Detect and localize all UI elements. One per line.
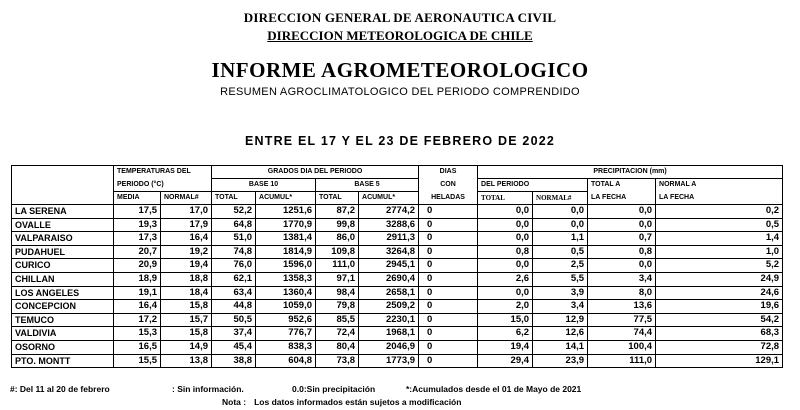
cell-total-fecha: 8,0 — [588, 286, 656, 300]
table-row — [12, 259, 783, 273]
cell-station: TEMUCO — [12, 313, 114, 327]
cell-normal: 15,7 — [161, 313, 212, 327]
cell-b5-total: 98,4 — [316, 286, 359, 300]
cell-b10-total: 51,0 — [212, 232, 256, 246]
cell-media: 17,2 — [114, 313, 161, 327]
cell-b5-acumul: 2911,3 — [359, 232, 419, 246]
cell-b5-total: 87,2 — [316, 205, 359, 219]
p-total-header: TOTAL — [478, 192, 533, 205]
cell-b10-total: 62,1 — [212, 272, 256, 286]
cell-normal-fecha: 129,1 — [656, 354, 783, 368]
cell-p-total: 2,6 — [478, 272, 533, 286]
cell-media: 18,9 — [114, 272, 161, 286]
cell-b5-acumul: 2690,4 — [359, 272, 419, 286]
cell-p-normal: 23,9 — [533, 354, 588, 368]
precip-header: PRECIPITACION (mm) — [478, 166, 783, 179]
b10-acumul-header: ACUMUL* — [256, 192, 316, 205]
cell-normal: 15,8 — [161, 327, 212, 341]
cell-station: VALDIVIA — [12, 327, 114, 341]
cell-p-normal: 0,5 — [533, 245, 588, 259]
cell-b10-acumul: 952,6 — [256, 313, 316, 327]
cell-normal: 18,4 — [161, 286, 212, 300]
cell-normal: 15,8 — [161, 300, 212, 314]
cell-normal-fecha: 24,9 — [656, 272, 783, 286]
cell-normal-fecha: 1,0 — [656, 245, 783, 259]
nota-label: Nota : — [222, 397, 247, 407]
cell-dias: 0 — [419, 218, 478, 232]
table-row — [12, 354, 783, 368]
cell-media: 16,4 — [114, 300, 161, 314]
cell-b5-acumul: 2945,1 — [359, 259, 419, 273]
cell-station: LA SERENA — [12, 205, 114, 219]
cell-station: LOS ANGELES — [12, 286, 114, 300]
heladas-header: HELADAS — [419, 192, 478, 205]
cell-total-fecha: 74,4 — [588, 327, 656, 341]
cell-b10-total: 64,8 — [212, 218, 256, 232]
cell-station: CHILLAN — [12, 272, 114, 286]
cell-b10-total: 74,8 — [212, 245, 256, 259]
cell-normal: 18,8 — [161, 272, 212, 286]
temp-header-2: PERIODO (°C) — [114, 179, 212, 192]
cell-b10-acumul: 1251,6 — [256, 205, 316, 219]
cell-b5-acumul: 2658,1 — [359, 286, 419, 300]
cell-total-fecha: 0,0 — [588, 259, 656, 273]
cell-b5-total: 97,1 — [316, 272, 359, 286]
cell-media: 20,9 — [114, 259, 161, 273]
cell-normal-fecha: 0,2 — [656, 205, 783, 219]
table-row — [12, 205, 783, 219]
cell-p-total: 19,4 — [478, 340, 533, 354]
grados-header: GRADOS DIA DEL PERIODO — [212, 166, 419, 179]
report-title: INFORME AGROMETEOROLOGICO — [211, 58, 589, 82]
cell-total-fecha: 77,5 — [588, 313, 656, 327]
cell-p-total: 0,0 — [478, 218, 533, 232]
lafecha-header-2: LA FECHA — [656, 192, 783, 205]
table-row — [12, 313, 783, 327]
b10-total-header: TOTAL — [212, 192, 256, 205]
cell-b10-total: 52,2 — [212, 205, 256, 219]
cell-media: 20,7 — [114, 245, 161, 259]
cell-b10-acumul: 1596,0 — [256, 259, 316, 273]
cell-b5-total: 80,4 — [316, 340, 359, 354]
cell-dias: 0 — [419, 313, 478, 327]
cell-normal-fecha: 0,5 — [656, 218, 783, 232]
footnote-sin-info: : Sin información. — [172, 384, 244, 394]
cell-station: VALPARAISO — [12, 232, 114, 246]
cell-b10-total: 37,4 — [212, 327, 256, 341]
cell-normal: 17,9 — [161, 218, 212, 232]
cell-p-total: 0,0 — [478, 232, 533, 246]
normal-header: NORMAL# — [161, 192, 212, 205]
cell-p-total: 6,2 — [478, 327, 533, 341]
cell-normal-fecha: 72,8 — [656, 340, 783, 354]
cell-b5-total: 109,8 — [316, 245, 359, 259]
table-row — [12, 218, 783, 232]
cell-p-total: 29,4 — [478, 354, 533, 368]
cell-b10-acumul: 776,7 — [256, 327, 316, 341]
cell-p-normal: 2,5 — [533, 259, 588, 273]
cell-normal: 14,9 — [161, 340, 212, 354]
cell-b10-total: 50,5 — [212, 313, 256, 327]
base5-header: BASE 5 — [316, 179, 419, 192]
cell-total-fecha: 0,7 — [588, 232, 656, 246]
cell-media: 19,3 — [114, 218, 161, 232]
cell-b10-acumul: 604,8 — [256, 354, 316, 368]
cell-b5-acumul: 2774,2 — [359, 205, 419, 219]
cell-b10-acumul: 1059,0 — [256, 300, 316, 314]
cell-dias: 0 — [419, 205, 478, 219]
cell-b5-total: 73,8 — [316, 354, 359, 368]
b5-total-header: TOTAL — [316, 192, 359, 205]
table-row — [12, 300, 783, 314]
cell-station: CONCEPCION — [12, 300, 114, 314]
cell-p-normal: 0,0 — [533, 218, 588, 232]
cell-normal-fecha: 1,4 — [656, 232, 783, 246]
cell-p-total: 0,0 — [478, 286, 533, 300]
cell-total-fecha: 100,4 — [588, 340, 656, 354]
nota-line — [222, 397, 469, 407]
agro-table — [11, 165, 783, 368]
table-row — [12, 286, 783, 300]
cell-b10-acumul: 1770,9 — [256, 218, 316, 232]
cell-p-total: 0,8 — [478, 245, 533, 259]
cell-p-normal: 12,6 — [533, 327, 588, 341]
nota-text: Los datos informados están sujetos a modificación — [254, 397, 462, 407]
cell-station: OVALLE — [12, 218, 114, 232]
cell-p-normal: 3,9 — [533, 286, 588, 300]
cell-b5-total: 79,8 — [316, 300, 359, 314]
table-row — [12, 245, 783, 259]
report-period: ENTRE EL 17 Y EL 23 DE FEBRERO DE 2022 — [244, 134, 556, 148]
report-subtitle: RESUMEN AGROCLIMATOLOGICO DEL PERIODO COMPRENDIDO — [220, 86, 580, 98]
cell-b10-total: 63,4 — [212, 286, 256, 300]
cell-p-total: 2,0 — [478, 300, 533, 314]
cell-p-normal: 5,5 — [533, 272, 588, 286]
cell-b5-acumul: 3288,6 — [359, 218, 419, 232]
p-normal-header: NORMAL# — [533, 192, 588, 205]
cell-station: PTO. MONTT — [12, 354, 114, 368]
cell-station: CURICO — [12, 259, 114, 273]
totala-header: TOTAL A — [588, 179, 656, 192]
cell-b10-acumul: 838,3 — [256, 340, 316, 354]
cell-b10-total: 44,8 — [212, 300, 256, 314]
cell-normal: 13,8 — [161, 354, 212, 368]
cell-normal-fecha: 68,3 — [656, 327, 783, 341]
cell-dias: 0 — [419, 232, 478, 246]
table-row — [12, 327, 783, 341]
cell-normal: 16,4 — [161, 232, 212, 246]
cell-b10-acumul: 1814,9 — [256, 245, 316, 259]
org-title-1: DIRECCION GENERAL DE AERONAUTICA CIVIL — [243, 10, 557, 25]
station-header-cell — [12, 166, 114, 179]
cell-normal-fecha: 19,6 — [656, 300, 783, 314]
table-row — [12, 232, 783, 246]
cell-b10-total: 38,8 — [212, 354, 256, 368]
cell-b5-total: 72,4 — [316, 327, 359, 341]
cell-b5-acumul: 2509,2 — [359, 300, 419, 314]
cell-b10-total: 76,0 — [212, 259, 256, 273]
cell-b10-total: 45,4 — [212, 340, 256, 354]
cell-dias: 0 — [419, 300, 478, 314]
cell-dias: 0 — [419, 259, 478, 273]
cell-station: PUDAHUEL — [12, 245, 114, 259]
cell-b5-total: 111,0 — [316, 259, 359, 273]
table-row — [12, 340, 783, 354]
b5-acumul-header: ACUMUL* — [359, 192, 419, 205]
cell-media: 17,3 — [114, 232, 161, 246]
cell-total-fecha: 13,6 — [588, 300, 656, 314]
cell-station: OSORNO — [12, 340, 114, 354]
cell-dias: 0 — [419, 272, 478, 286]
cell-dias: 0 — [419, 327, 478, 341]
table-row — [12, 272, 783, 286]
cell-b5-acumul: 1773,9 — [359, 354, 419, 368]
media-header: MEDIA — [114, 192, 161, 205]
cell-total-fecha: 0,0 — [588, 218, 656, 232]
cell-b10-acumul: 1381,4 — [256, 232, 316, 246]
footnote-sin-precip: 0.0:Sin precipitación — [292, 384, 376, 394]
cell-total-fecha: 111,0 — [588, 354, 656, 368]
org-title-2-text: DIRECCION METEOROLOGICA DE CHILE — [267, 28, 533, 43]
cell-normal: 19,4 — [161, 259, 212, 273]
cell-normal-fecha: 24,6 — [656, 286, 783, 300]
cell-dias: 0 — [419, 286, 478, 300]
cell-p-normal: 12,9 — [533, 313, 588, 327]
cell-dias: 0 — [419, 340, 478, 354]
org-title-2 — [0, 28, 800, 44]
footnote-acumulados: *:Acumulados desde el 01 de Mayo de 2021 — [406, 384, 582, 394]
cell-media: 15,3 — [114, 327, 161, 341]
base10-header: BASE 10 — [212, 179, 316, 192]
lafecha-header: LA FECHA — [588, 192, 656, 205]
cell-b5-total: 86,0 — [316, 232, 359, 246]
cell-b5-acumul: 2046,9 — [359, 340, 419, 354]
station-header-cell-3 — [12, 192, 114, 205]
cell-normal: 19,2 — [161, 245, 212, 259]
cell-normal-fecha: 54,2 — [656, 313, 783, 327]
cell-total-fecha: 3,4 — [588, 272, 656, 286]
temp-header: TEMPERATURAS DEL — [114, 166, 212, 179]
cell-normal-fecha: 5,2 — [656, 259, 783, 273]
cell-p-total: 15,0 — [478, 313, 533, 327]
con-header: CON — [419, 179, 478, 192]
cell-b5-acumul: 3264,8 — [359, 245, 419, 259]
footnote-hash: #: Del 11 al 20 de febrero — [10, 384, 110, 394]
cell-total-fecha: 0,0 — [588, 205, 656, 219]
cell-b5-total: 85,5 — [316, 313, 359, 327]
cell-media: 17,5 — [114, 205, 161, 219]
station-header-cell-2 — [12, 179, 114, 192]
cell-dias: 0 — [419, 354, 478, 368]
cell-media: 19,1 — [114, 286, 161, 300]
cell-media: 15,5 — [114, 354, 161, 368]
cell-b10-acumul: 1360,4 — [256, 286, 316, 300]
cell-normal: 17,0 — [161, 205, 212, 219]
cell-p-total: 0,0 — [478, 259, 533, 273]
cell-p-total: 0,0 — [478, 205, 533, 219]
cell-b5-acumul: 1968,1 — [359, 327, 419, 341]
delperiodo-header: DEL PERIODO — [478, 179, 588, 192]
cell-p-normal: 0,0 — [533, 205, 588, 219]
cell-total-fecha: 0,8 — [588, 245, 656, 259]
cell-b10-acumul: 1358,3 — [256, 272, 316, 286]
normala-header: NORMAL A — [656, 179, 783, 192]
cell-p-normal: 3,4 — [533, 300, 588, 314]
cell-media: 16,5 — [114, 340, 161, 354]
cell-b5-total: 99,8 — [316, 218, 359, 232]
dias-header: DIAS — [419, 166, 478, 179]
cell-b5-acumul: 2230,1 — [359, 313, 419, 327]
cell-p-normal: 14,1 — [533, 340, 588, 354]
cell-p-normal: 1,1 — [533, 232, 588, 246]
cell-dias: 0 — [419, 245, 478, 259]
